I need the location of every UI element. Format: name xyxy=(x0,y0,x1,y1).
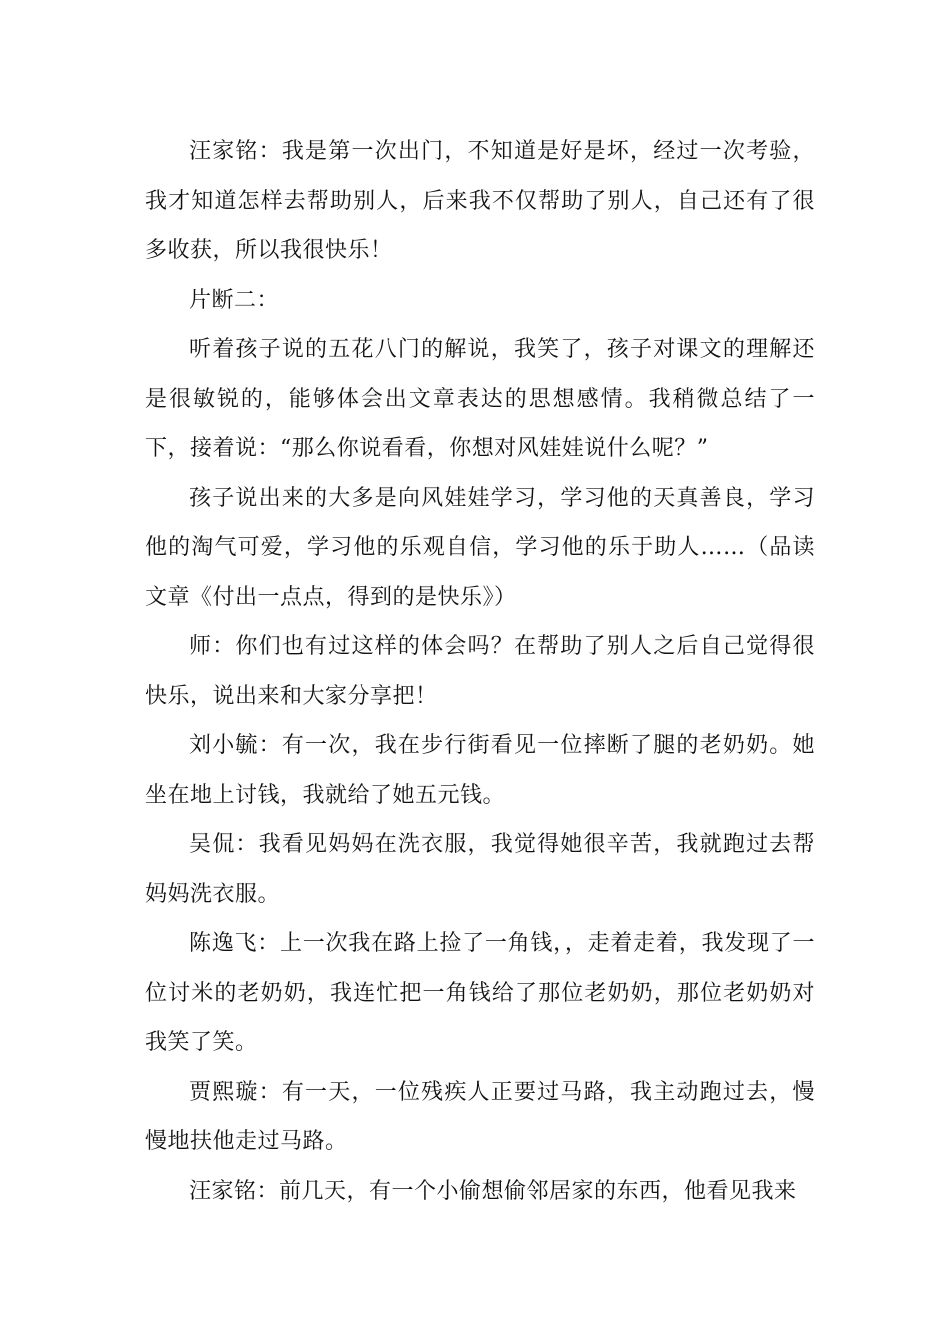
paragraph-children-learn: 孩子说出来的大多是向风娃娃学习，学习他的天真善良，学习他的淘气可爱，学习他的乐观自信，学习他的乐于助人……（品读文章《付出一点点，得到的是快乐》） xyxy=(145,485,815,610)
paragraph-wu-kan: 吴侃：我看见妈妈在洗衣服，我觉得她很辛苦，我就跑过去帮妈妈洗衣服。 xyxy=(145,832,815,907)
paragraph-wang-jiaming-reply: 汪家铭：我是第一次出门，不知道是好是坏，经过一次考验，我才知道怎样去帮助别人，后来我不仅帮助了别人，自己还有了很多收获，所以我很快乐！ xyxy=(145,139,815,263)
paragraph-segment-two-heading: 片断二： xyxy=(189,287,280,313)
paragraph-wang-jiaming-thief: 汪家铭：前几天，有一个小偷想偷邻居家的东西，他看见我来 xyxy=(189,1178,797,1204)
paragraph-chen-yifei: 陈逸飞：上一次我在路上捡了一角钱，，走着走着，我发现了一位讨米的老奶奶，我连忙把一角钱给了那位老奶奶，那位老奶奶对我笑了笑。 xyxy=(145,931,815,1055)
paragraph-teacher-question: 师：你们也有过这样的体会吗？在帮助了别人之后自己觉得很快乐，说出来和大家分享把！ xyxy=(145,634,815,709)
paragraph-liu-xiaoyu: 刘小毓：有一次，我在步行街看见一位摔断了腿的老奶奶。她坐在地上讨钱，我就给了她五元钱。 xyxy=(145,733,815,808)
paragraph-teacher-summary: 听着孩子说的五花八门的解说，我笑了，孩子对课文的理解还是很敏锐的，能够体会出文章表达的思想感情。我稍微总结了一下，接着说：“那么你说看看，你想对风娃娃说什么呢？” xyxy=(145,337,815,461)
paragraph-jia-xixuan: 贾熙璇：有一天，一位残疾人正要过马路，我主动跑过去，慢慢地扶他走过马路。 xyxy=(145,1079,815,1154)
document-body xyxy=(145,127,815,1216)
